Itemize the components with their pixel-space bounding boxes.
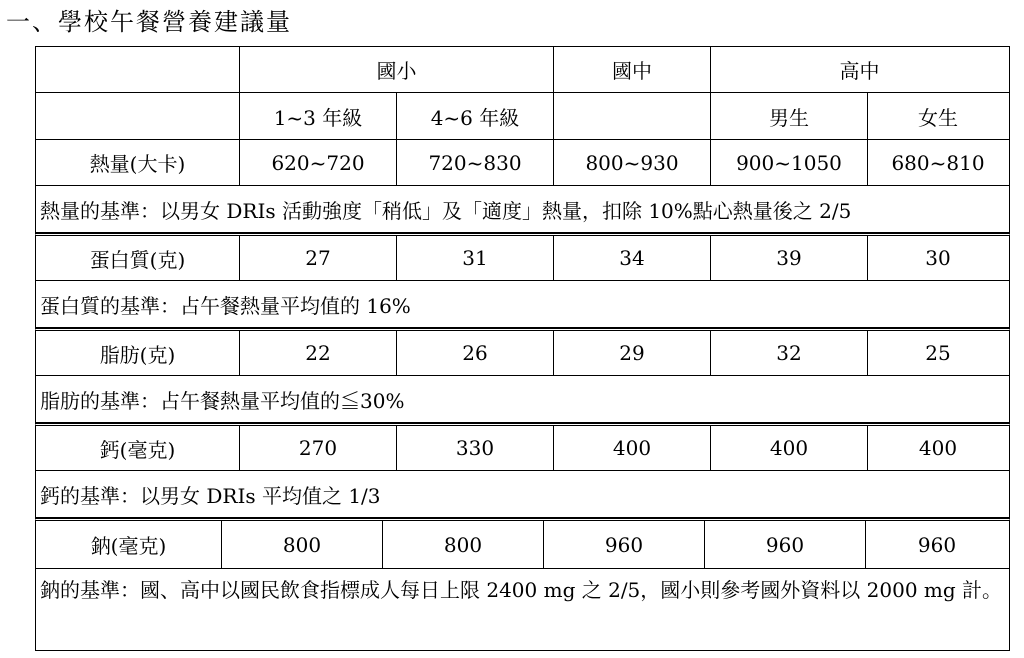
value-cell: 960: [704, 521, 865, 568]
row-label: 蛋白質(克): [89, 247, 186, 272]
value-cell: 800~930: [553, 140, 710, 185]
table-row-sodium: [35, 518, 1010, 569]
note-row-protein: [35, 281, 1010, 328]
value-cell: 900~1050: [710, 140, 867, 185]
header-row-groups: [35, 46, 1010, 93]
table-row-calcium: [35, 423, 1010, 471]
note-row-calcium: [35, 471, 1010, 518]
note-text: 脂肪的基準：占午餐熱量平均值的≦30%: [40, 388, 405, 413]
row-label: 熱量(大卡): [89, 152, 186, 176]
value-cell: 25: [867, 331, 1008, 375]
value-cell: 330: [396, 426, 553, 470]
value-cell: 27: [239, 236, 396, 280]
note-row-sodium: [35, 569, 1010, 651]
header-group-elementary: 國小: [239, 47, 553, 92]
value-cell: 620~720: [239, 140, 396, 185]
value-cell: 34: [553, 236, 710, 280]
value-cell: 26: [396, 331, 553, 375]
header-sub-male: 男生: [710, 93, 867, 139]
note-text: 蛋白質的基準：占午餐熱量平均值的 16%: [40, 293, 411, 318]
header-group-junior-high: 國中: [553, 47, 710, 92]
nutrition-table: [35, 46, 1010, 651]
value-cell: 400: [867, 426, 1008, 470]
value-cell: 30: [867, 236, 1008, 280]
page-title: 一、學校午餐營養建議量: [6, 8, 292, 36]
value-cell: 960: [543, 521, 704, 568]
header-sub-blank: [36, 93, 239, 139]
value-cell: 31: [396, 236, 553, 280]
row-label: 鈣(毫克): [99, 437, 176, 462]
value-cell: 270: [239, 426, 396, 470]
value-cell: 800: [221, 521, 382, 568]
header-sub-grade-1-3: 1~3 年級: [239, 93, 396, 139]
table-row-protein: [35, 233, 1010, 281]
note-text: 鈣的基準：以男女 DRIs 平均值之 1/3: [40, 483, 381, 508]
value-cell: 400: [553, 426, 710, 470]
table-row-fat: [35, 328, 1010, 376]
value-cell: 32: [710, 331, 867, 375]
header-corner: [36, 47, 239, 92]
value-cell: 39: [710, 236, 867, 280]
table-row-energy: [35, 140, 1010, 186]
note-text: 熱量的基準：以男女 DRIs 活動強度「稍低」及「適度」熱量，扣除 10%點心熱量後之 2/5: [40, 198, 852, 223]
note-text: 鈉的基準：國、高中以國民飲食指標成人每日上限 2400 mg 之 2/5，國小則參考國外資料以 2000 mg 計。: [40, 578, 1003, 602]
header-sub-junior: [553, 93, 710, 139]
value-cell: 960: [865, 521, 1008, 568]
value-cell: 400: [710, 426, 867, 470]
header-sub-female: 女生: [867, 93, 1008, 139]
value-cell: 22: [239, 331, 396, 375]
row-label: 脂肪(克): [99, 342, 176, 367]
header-sub-grade-4-6: 4~6 年級: [396, 93, 553, 139]
header-group-senior-high: 高中: [710, 47, 1008, 92]
note-row-energy: [35, 186, 1010, 233]
value-cell: 29: [553, 331, 710, 375]
row-label: 鈉(毫克): [90, 534, 167, 558]
value-cell: 680~810: [867, 140, 1008, 185]
header-row-sub: [35, 93, 1010, 140]
value-cell: 800: [382, 521, 543, 568]
value-cell: 720~830: [396, 140, 553, 185]
note-row-fat: [35, 376, 1010, 423]
